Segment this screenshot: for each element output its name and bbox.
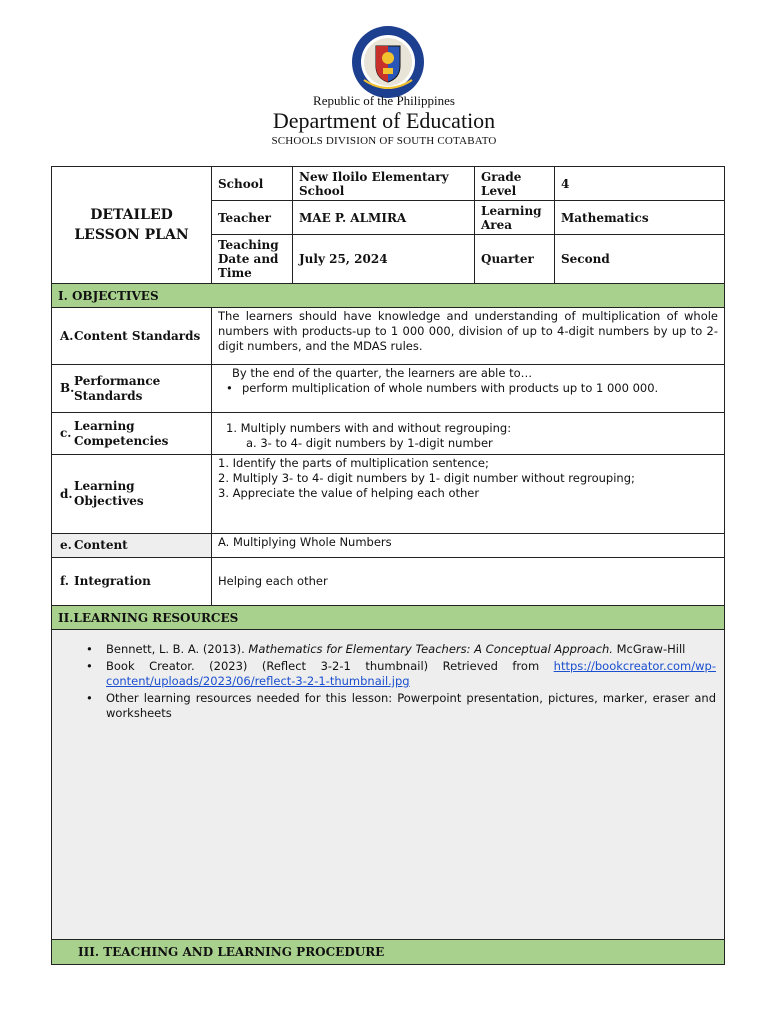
integration-value: Helping each other — [218, 574, 328, 588]
quarter-label: Quarter — [475, 235, 555, 283]
integration-label — [52, 558, 212, 605]
lesson-plan-table — [51, 166, 725, 965]
title-line-1: DETAILED — [90, 207, 173, 223]
objective-1: 1. Identify the parts of multiplication sentence; — [218, 456, 489, 470]
performance-standards-num: B. — [60, 381, 75, 395]
resource-1-title: Mathematics for Elementary Teachers: A Conceptual Approach. — [248, 642, 613, 656]
content-label-text: Content — [74, 538, 128, 552]
performance-item: • perform multiplication of whole numbers with products up to 1 000 000. — [218, 381, 718, 396]
quarter-value: Second — [561, 252, 610, 266]
title-line-2: LESSON PLAN — [74, 227, 189, 243]
objective-3: 3. Appreciate the value of helping each other — [218, 486, 480, 500]
date-label: Teaching Date and Time — [212, 235, 293, 283]
procedure-heading: III. TEACHING AND LEARNING PROCEDURE — [52, 940, 724, 964]
content-standards-label-text: Content Standards — [74, 328, 201, 343]
learning-objectives-label-text: Learning Objectives — [74, 479, 144, 508]
content-num: e. — [60, 538, 72, 552]
objective-2: 2. Multiply 3- to 4- digit numbers by 1- digit number without regrouping; — [218, 471, 635, 485]
area-label: Learning Area — [475, 201, 555, 235]
integration-row — [52, 558, 724, 606]
learning-objectives-text — [212, 455, 724, 533]
resource-2-link[interactable]: https://bookcreator.com/wp-content/uploads/2023/06/reflect-3-2-1-thumbnail.jpg — [106, 659, 716, 688]
school-value: New Iloilo Elementary School — [293, 167, 475, 201]
info-block — [52, 167, 724, 284]
content-value: A. Multiplying Whole Numbers — [218, 535, 392, 549]
competencies-label — [52, 413, 212, 454]
resource-1-author: Bennett, L. B. A. (2013). — [106, 642, 249, 656]
info-grid — [212, 167, 724, 283]
integration-num: f. — [60, 574, 69, 588]
resource-2-text: Book Creator. (2023) (Reflect 3-2-1 thumbnail) Retrieved from — [106, 659, 554, 673]
grade-label: Grade Level — [475, 167, 555, 201]
competencies-num: c. — [60, 426, 72, 440]
resources-list — [52, 630, 724, 940]
area-value: Mathematics — [555, 201, 724, 235]
performance-standards-label — [52, 365, 212, 412]
republic-text: Republic of the Philippines — [313, 93, 455, 108]
department-title: Department of Education — [272, 108, 496, 133]
resource-item-2 — [82, 659, 716, 689]
competency-1a: a. 3- to 4- digit numbers by 1-digit number — [246, 436, 493, 450]
division-text: SCHOOLS DIVISION OF SOUTH COTABATO — [271, 135, 497, 147]
resource-1-publisher: McGraw-Hill — [612, 642, 686, 656]
performance-standards-label-text: Performance Standards — [74, 373, 161, 403]
competencies-text — [212, 413, 724, 454]
content-standards-label — [52, 308, 212, 364]
resource-item-1 — [82, 642, 716, 657]
competencies-row — [52, 413, 724, 455]
teacher-label: Teacher — [212, 201, 293, 235]
learning-objectives-label — [52, 455, 212, 533]
date-value: July 25, 2024 — [293, 235, 475, 283]
deped-seal-icon — [350, 24, 426, 100]
content-standards-row — [52, 308, 724, 365]
competency-1: 1. Multiply numbers with and without regrouping: — [226, 421, 512, 435]
content-standards-num: A. — [60, 328, 74, 343]
resource-item-3: • Other learning resources needed for this lesson: Powerpoint presentation, pictures, marker, eraser and worksheets — [82, 691, 716, 721]
performance-standards-row — [52, 365, 724, 413]
integration-label-text: Integration — [74, 574, 151, 588]
learning-objectives-row — [52, 455, 724, 534]
lesson-plan-title — [52, 167, 212, 283]
grade-value: 4 — [555, 167, 724, 201]
learning-objectives-num: d. — [60, 486, 73, 501]
performance-intro: By the end of the quarter, the learners are able to… — [232, 366, 533, 380]
competencies-label-text: Learning Competencies — [74, 418, 169, 448]
teacher-value: MAE P. ALMIRA — [293, 201, 475, 235]
objectives-heading: I. OBJECTIVES — [52, 284, 724, 308]
content-row — [52, 534, 724, 558]
content-standards-text: The learners should have knowledge and understanding of multiplication of whole numbers with products-up to 1 000 000, division of up to 4-digit numbers by up to 2-digit numbers, and the MDAS rules. — [218, 309, 718, 353]
school-label: School — [212, 167, 293, 201]
performance-standards-text — [212, 365, 724, 412]
content-label — [52, 534, 212, 557]
resources-heading: II.LEARNING RESOURCES — [52, 606, 724, 630]
